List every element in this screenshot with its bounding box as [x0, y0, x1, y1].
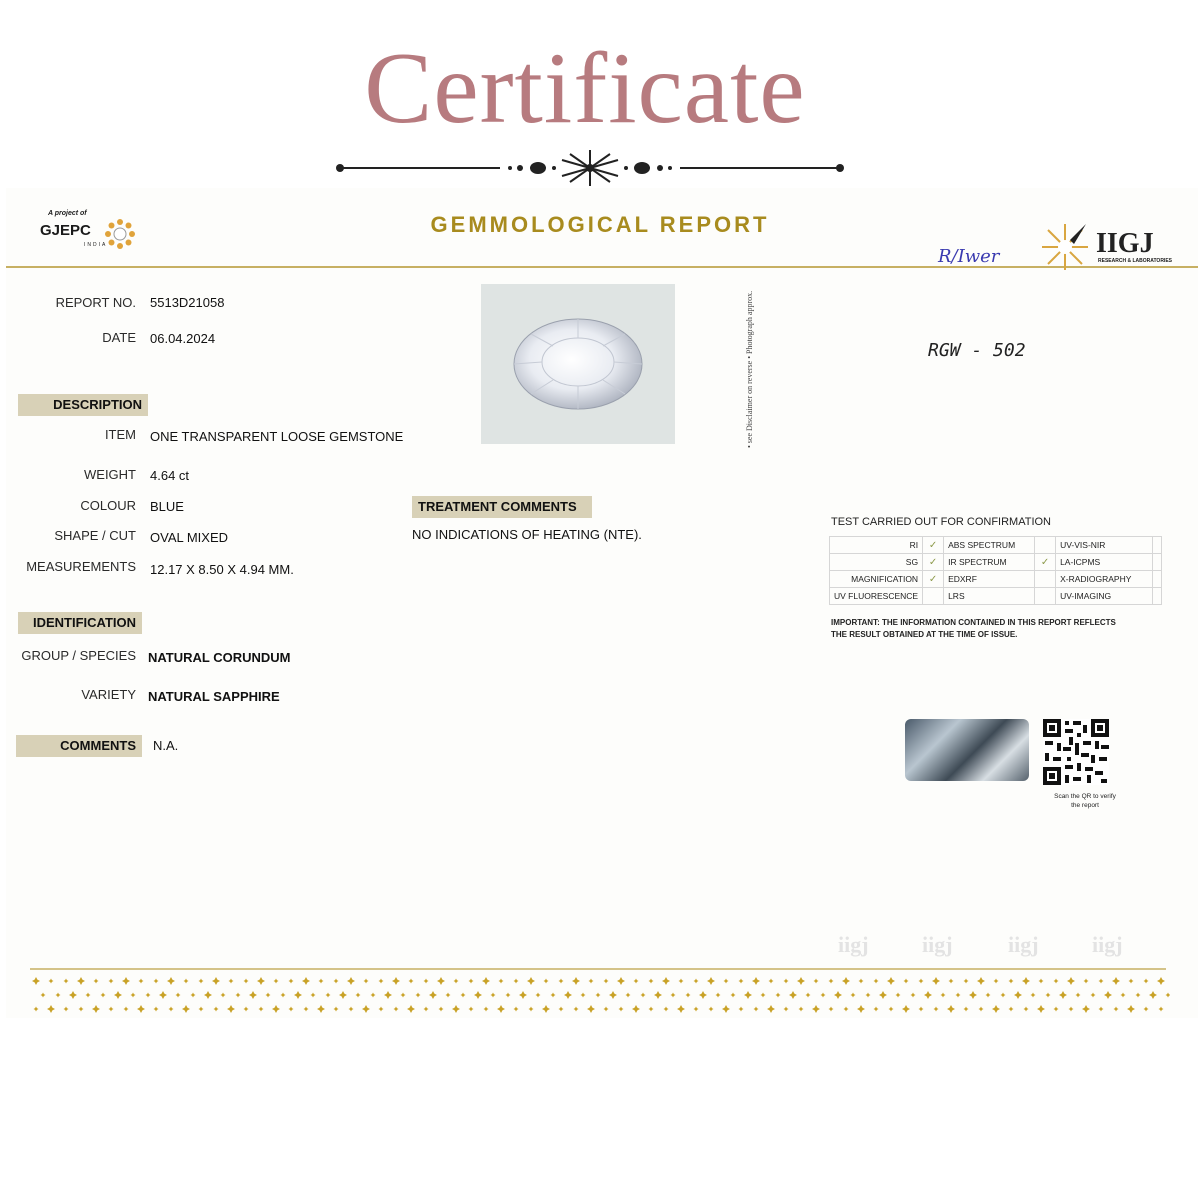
item-value: ONE TRANSPARENT LOOSE GEMSTONE: [150, 429, 404, 444]
important-label: IMPORTANT:: [831, 618, 880, 627]
identification-header: IDENTIFICATION: [18, 612, 142, 634]
tests-title: TEST CARRIED OUT FOR CONFIRMATION: [831, 516, 1052, 528]
handwritten-code: RGW - 502: [928, 340, 1026, 361]
signature: R/Iwer: [938, 246, 1000, 267]
check-icon: ✓: [923, 554, 944, 571]
decorative-star-border: [30, 965, 1170, 1017]
iigj-name: IIGJ: [1096, 228, 1154, 259]
group-species-label: GROUP / SPECIES: [21, 648, 136, 663]
ornamental-divider: [330, 148, 850, 188]
iigj-starburst-icon: [1040, 222, 1090, 272]
gjepc-country: INDIA: [84, 242, 108, 248]
oval-gemstone-image: [481, 284, 675, 444]
qr-code-icon[interactable]: [1043, 719, 1109, 785]
measurements-label: MEASUREMENTS: [26, 559, 136, 574]
table-row: MAGNIFICATION ✓ EDXRF X-RADIOGRAPHY: [830, 571, 1162, 588]
table-row: UV FLUORESCENCE LRS UV-IMAGING: [830, 588, 1162, 605]
disclaimer-text: • see Disclaimer on reverse • Photograph approx.: [745, 290, 754, 448]
colour-value: BLUE: [150, 499, 184, 514]
photo-disclaimer: [742, 290, 756, 450]
item-label: ITEM: [104, 427, 136, 442]
gjepc-name: GJEPC: [40, 222, 91, 239]
page-title: Certificate: [364, 32, 806, 145]
date-value: 06.04.2024: [150, 331, 216, 346]
measurements-value: 12.17 X 8.50 X 4.94 MM.: [150, 562, 294, 577]
table-row: RI ✓ ABS SPECTRUM UV-VIS-NIR: [830, 537, 1162, 554]
variety-label: VARIETY: [81, 687, 136, 702]
group-species-value: NATURAL CORUNDUM: [148, 650, 291, 665]
shape-cut-value: OVAL MIXED: [150, 530, 229, 545]
report-no-value: 5513D21058: [150, 295, 225, 310]
qr-caption: Scan the QR to verify the report: [1054, 793, 1116, 809]
comments-value: N.A.: [153, 738, 179, 753]
report-heading: GEMMOLOGICAL REPORT: [430, 212, 770, 237]
header-rule: [6, 266, 1198, 268]
iigj-watermark: iigj: [922, 932, 953, 957]
comments-header: COMMENTS: [16, 735, 142, 757]
date-label: DATE: [102, 330, 136, 345]
important-text: THE INFORMATION CONTAINED IN THIS REPORT REFLECTS THE RESULT OBTAINED AT THE TIME OF ISSUE.: [831, 618, 1116, 639]
iigj-watermark: iigj: [1092, 932, 1123, 957]
table-row: SG ✓ IR SPECTRUM ✓ LA-ICPMS: [830, 554, 1162, 571]
iigj-watermark: iigj: [1008, 932, 1039, 957]
weight-value: 4.64 ct: [150, 468, 190, 483]
iigj-watermark: iigj: [838, 932, 869, 957]
weight-label: WEIGHT: [84, 467, 136, 482]
description-header: DESCRIPTION: [18, 394, 148, 416]
tests-table: [829, 536, 1162, 605]
shape-cut-label: SHAPE / CUT: [54, 528, 136, 543]
check-icon: ✓: [923, 537, 944, 554]
important-note: [831, 617, 1131, 641]
check-icon: ✓: [923, 571, 944, 588]
colour-label: COLOUR: [80, 498, 136, 513]
check-icon: ✓: [1035, 554, 1056, 571]
report-no-label: REPORT NO.: [55, 295, 136, 310]
hologram-sticker: [905, 719, 1029, 781]
treatment-header: TREATMENT COMMENTS: [412, 496, 592, 518]
gemstone-photo: [481, 284, 675, 444]
gjepc-project-label: A project of: [48, 210, 87, 217]
iigj-subtitle: RESEARCH & LABORATORIES: [1098, 258, 1172, 264]
variety-value: NATURAL SAPPHIRE: [148, 689, 280, 704]
treatment-value: NO INDICATIONS OF HEATING (NTE).: [412, 527, 642, 542]
